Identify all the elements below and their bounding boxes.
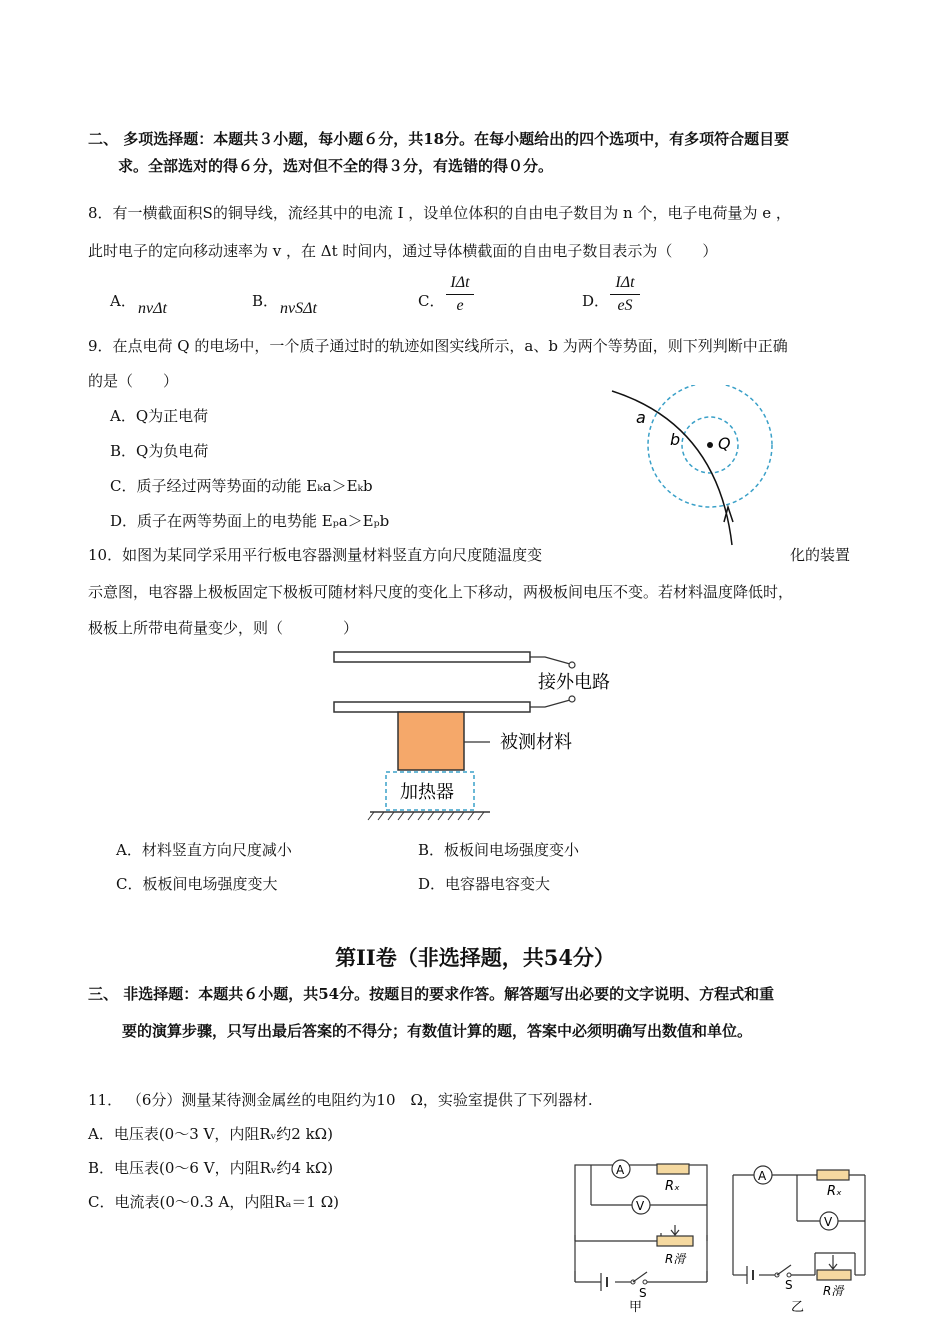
q10-stem-line1a: 10．如图为某同学采用平行板电容器测量材料竖直方向尺度随温度变 — [88, 546, 543, 564]
q10-stem-line2: 示意图，电容器上极板固定下极板可随材料尺度的变化上下移动，两极板间电压不变。若材料温度降低时， — [88, 583, 794, 601]
label-rslide-jia: R滑 — [665, 1252, 686, 1266]
rheostat-jia — [657, 1236, 693, 1246]
q8-option-d-denominator: eS — [617, 297, 633, 314]
section3-heading-line1: 三、 非选择题：本题共６小题，共54分。按题目的要求作答。解答题写出必要的文字说明、方程式和重 — [88, 985, 775, 1003]
q10-stem-line3: 极板上所带电荷量变少，则（ ） — [88, 619, 359, 637]
q8-option-a: nvΔt — [138, 300, 167, 317]
q8-option-c-fraction — [446, 274, 474, 315]
label-ammeter-jia: A — [616, 1163, 625, 1177]
resistor-rx-jia — [657, 1164, 689, 1174]
q11-option-a: A．电压表(0～3 V，内阻Rᵥ约2 kΩ) — [88, 1125, 333, 1143]
label-voltmeter-yi: V — [824, 1215, 833, 1229]
circuit-yi — [733, 1175, 865, 1275]
label-a: a — [636, 408, 646, 427]
rheostat-jia-slider-icon — [671, 1225, 679, 1235]
label-ammeter-yi: A — [758, 1169, 767, 1183]
section2-heading-line1: 二、 多项选择题：本题共３小题，每小题６分，共18分。在每小题给出的四个选项中，有多项符合题目要 — [88, 130, 790, 148]
q9-stem-line1: 9．在点电荷 Q 的电场中，一个质子通过时的轨迹如图实线所示，a、b 为两个等势面，则下列判断中正确 — [88, 337, 788, 355]
label-material: 被测材料 — [500, 732, 572, 753]
q10-option-d: D．电容器电容变大 — [418, 875, 551, 893]
ground-hatch-icon — [368, 812, 484, 820]
q11-option-b: B．电压表(0～6 V，内阻Rᵥ约4 kΩ) — [88, 1159, 334, 1177]
q8-option-d-numerator: IΔt — [615, 274, 635, 291]
q8-option-c-label: C． — [418, 292, 445, 310]
q9-option-c: C．质子经过两等势面的动能 Eₖa＞Eₖb — [110, 477, 373, 495]
rheostat-yi — [817, 1270, 851, 1280]
label-rslide-yi: R滑 — [823, 1284, 844, 1298]
q9-option-d: D．质子在两等势面上的电势能 Eₚa＞Eₚb — [110, 512, 390, 530]
section3-heading-line2: 要的演算步骤，只写出最后答案的不得分；有数值计算的题，答案中必须明确写出数值和单位。 — [122, 1022, 753, 1040]
label-rx-yi: Rₓ — [827, 1184, 842, 1199]
q10-option-a: A．材料竖直方向尺度减小 — [116, 841, 292, 859]
terminal-upper-icon — [569, 662, 575, 668]
q11-stem-line1: 11． （6分）测量某待测金属丝的电阻约为10 Ω，实验室提供了下列器材. — [88, 1091, 593, 1109]
q8-option-d-label: D． — [582, 292, 610, 310]
q8-stem-line1: 8．有一横截面积S的铜导线，流经其中的电流 I ，设单位体积的自由电子数目为 n 个，电子电荷量为 e ， — [88, 204, 791, 222]
q11-circuit-diagrams — [565, 1155, 895, 1315]
q9-field-diagram — [600, 385, 800, 555]
proton-trajectory — [612, 391, 732, 545]
label-yi: 乙 — [791, 1300, 805, 1315]
q9-stem-line2: 的是（ ） — [88, 372, 179, 390]
label-voltmeter-jia: V — [636, 1199, 645, 1213]
part2-title: 第II卷（非选择题，共54分） — [335, 945, 615, 970]
q8-stem-line2: 此时电子的定向移动速率为 v ，在 Δt 时间内，通过导体横截面的自由电子数目表示为（ ） — [88, 242, 718, 260]
rheostat-yi-slider-icon — [829, 1255, 837, 1269]
q10-stem-line1b: 化的装置 — [790, 546, 851, 564]
q10-option-c: C．板板间电场强度变大 — [116, 875, 278, 893]
label-q: Q — [718, 434, 731, 453]
terminal-lower-icon — [569, 696, 575, 702]
label-rx-jia: Rₓ — [665, 1179, 680, 1194]
q8-option-c-numerator: IΔt — [450, 274, 470, 291]
q8-option-b: nvSΔt — [280, 300, 317, 317]
q8-option-c-denominator: e — [456, 297, 464, 314]
label-external-circuit: 接外电路 — [538, 672, 610, 693]
resistor-rx-yi — [817, 1170, 849, 1180]
label-heater: 加热器 — [400, 782, 454, 803]
label-switch-jia: S — [639, 1286, 647, 1300]
q11-option-c: C．电流表(0～0.3 A，内阻Rₐ＝1 Ω) — [88, 1193, 340, 1211]
label-switch-yi: S — [785, 1278, 793, 1292]
q8-option-d-fraction — [610, 274, 640, 315]
q8-option-b-label: B． — [252, 292, 279, 310]
lower-plate — [334, 702, 530, 712]
q9-option-a: A．Q为正电荷 — [110, 407, 209, 425]
q9-option-b: B．Q为负电荷 — [110, 442, 209, 460]
charge-q-dot — [707, 442, 713, 448]
q8-option-a-label: A． — [110, 292, 136, 310]
q10-option-b: B．板板间电场强度变小 — [418, 841, 580, 859]
label-b: b — [670, 430, 681, 449]
material-block — [398, 712, 464, 770]
upper-plate — [334, 652, 530, 662]
q10-capacitor-diagram — [330, 648, 650, 828]
label-jia: 甲 — [629, 1300, 643, 1315]
section2-heading-line2: 求。全部选对的得６分，选对但不全的得３分，有选错的得０分。 — [118, 157, 554, 175]
